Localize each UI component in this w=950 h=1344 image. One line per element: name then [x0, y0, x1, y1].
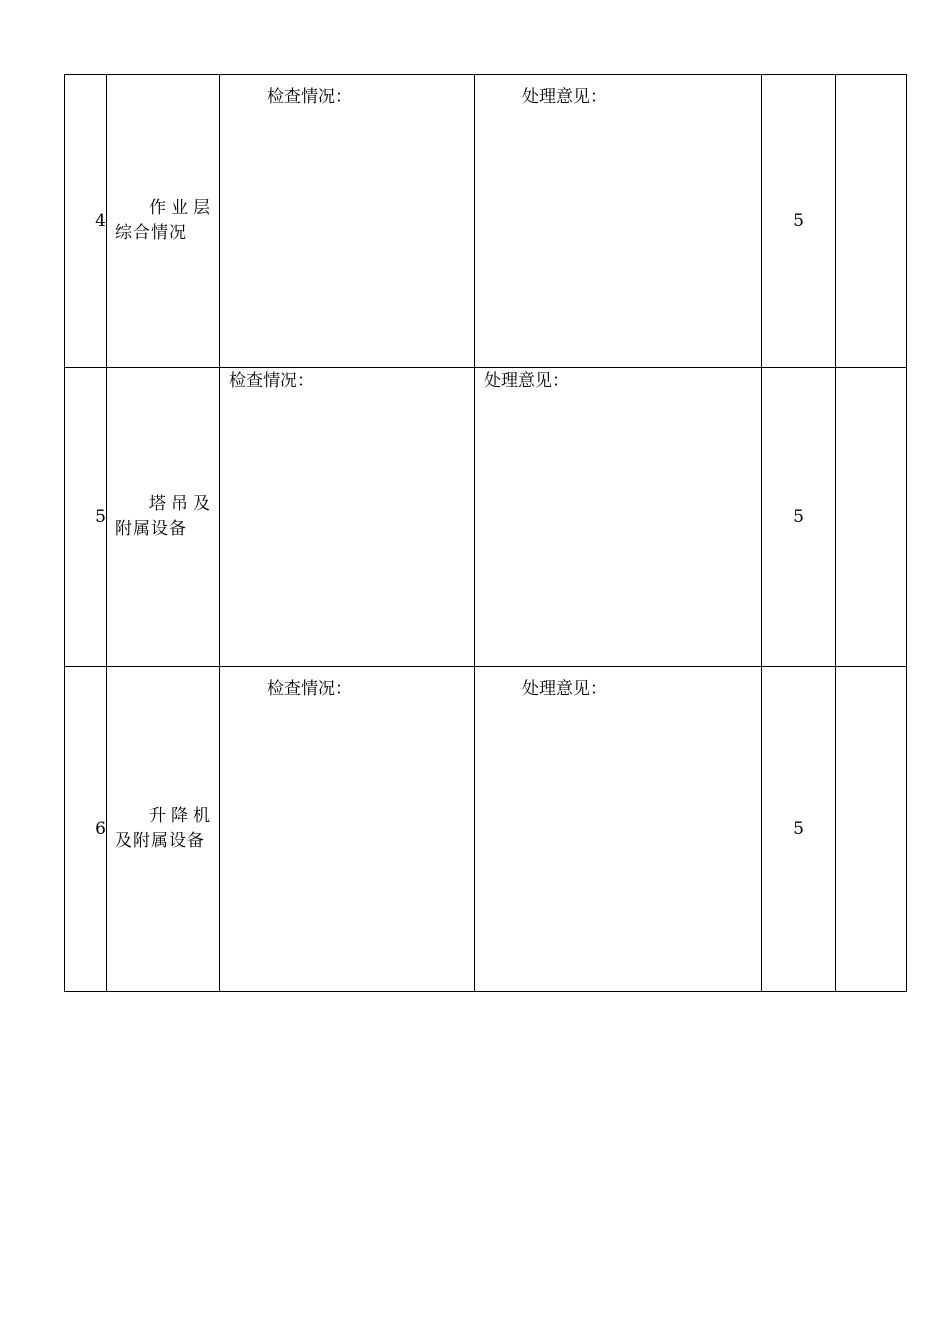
blank-cell[interactable] — [836, 368, 907, 667]
table-row — [65, 667, 907, 992]
item-name: 升降机及附属设备 — [115, 806, 211, 851]
table-row — [65, 75, 907, 368]
score-value: 5 — [793, 506, 804, 527]
check-label: 检查情况： — [229, 371, 314, 391]
blank-cell[interactable] — [836, 667, 907, 992]
table-row — [65, 368, 907, 667]
opinion-cell[interactable] — [475, 667, 762, 992]
score-cell — [762, 667, 836, 992]
check-label: 检查情况： — [267, 679, 352, 699]
row-number: 5 — [95, 506, 106, 527]
opinion-cell[interactable] — [475, 368, 762, 667]
blank-cell[interactable] — [836, 75, 907, 368]
row-number-cell — [65, 667, 107, 992]
inspection-table — [64, 74, 907, 992]
item-cell — [107, 75, 220, 368]
score-value: 5 — [793, 210, 804, 231]
row-number: 6 — [95, 818, 106, 839]
opinion-label: 处理意见： — [522, 87, 607, 107]
item-name: 作业层综合情况 — [115, 198, 211, 243]
check-cell[interactable] — [220, 667, 475, 992]
score-value: 5 — [793, 818, 804, 839]
item-cell — [107, 368, 220, 667]
score-cell — [762, 75, 836, 368]
row-number: 4 — [95, 210, 106, 231]
score-cell — [762, 368, 836, 667]
item-cell — [107, 667, 220, 992]
row-number-cell — [65, 368, 107, 667]
opinion-label: 处理意见： — [484, 371, 569, 391]
check-cell[interactable] — [220, 75, 475, 368]
opinion-label: 处理意见： — [522, 679, 607, 699]
opinion-cell[interactable] — [475, 75, 762, 368]
check-label: 检查情况： — [267, 87, 352, 107]
check-cell[interactable] — [220, 368, 475, 667]
row-number-cell — [65, 75, 107, 368]
item-name: 塔吊及附属设备 — [115, 494, 211, 539]
